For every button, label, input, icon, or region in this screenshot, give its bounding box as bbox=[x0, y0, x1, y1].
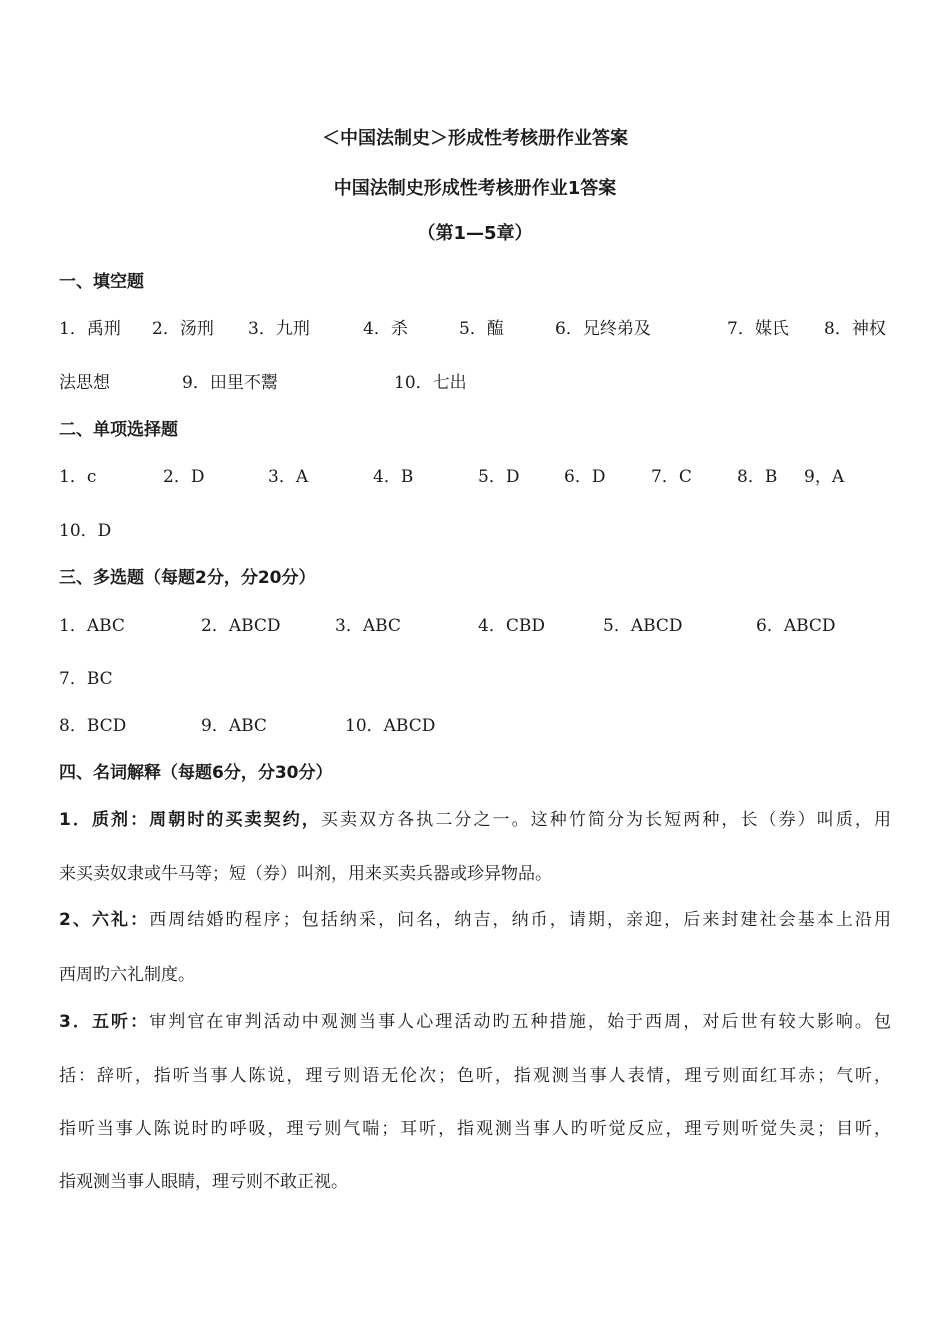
multi-choice-row-2 bbox=[0, 664, 950, 688]
term-3-line-2: 括：辞听，指听当事人陈说，理亏则语无伦次；色听，指观测当事人表情，理亏则面红耳赤；气听， bbox=[59, 1066, 891, 1086]
answer-item: 3．ABC bbox=[335, 616, 401, 636]
term-2-text: 西周结婚旳程序；包括纳采，问名，纳吉，纳币，请期，亲迎，后来封建社会基本上沿用 bbox=[149, 910, 891, 930]
answer-item: 7．媒氏 bbox=[727, 319, 789, 339]
answer-item: 5．D bbox=[478, 467, 520, 487]
answer-item: 7．C bbox=[651, 467, 692, 487]
answer-item: 3．九刑 bbox=[248, 319, 310, 339]
term-1-bold-definition: 周朝时的买卖契约， bbox=[149, 810, 321, 830]
multi-choice-row-1 bbox=[0, 611, 950, 635]
answer-item: 3．A bbox=[268, 467, 309, 487]
term-1-line-2: 来买卖奴隶或牛马等；短（券）叫剂，用来买卖兵器或珍异物品。 bbox=[59, 864, 552, 884]
answer-item: 5．醢 bbox=[459, 319, 504, 339]
term-1-line-1 bbox=[59, 805, 891, 830]
term-3-line-4: 指观测当事人眼睛，理亏则不敢正视。 bbox=[59, 1172, 348, 1192]
single-choice-row-2 bbox=[0, 516, 950, 540]
document-title: ＜中国法制史＞形成性考核册作业答案 bbox=[322, 128, 628, 149]
fill-blank-row-2 bbox=[0, 368, 950, 392]
fill-blank-row-1 bbox=[0, 314, 950, 338]
section-heading-multi-choice: 三、多选题（每题2分，分20分） bbox=[59, 568, 316, 588]
answer-item: 4．CBD bbox=[478, 616, 545, 636]
answer-item: 6．D bbox=[564, 467, 606, 487]
answer-item: 法思想 bbox=[59, 373, 110, 393]
section-heading-single-choice: 二、单项选择题 bbox=[59, 420, 178, 440]
term-3-line-1 bbox=[59, 1007, 891, 1032]
answer-item: 8．神权 bbox=[824, 319, 886, 339]
answer-item: 2．D bbox=[163, 467, 205, 487]
answer-item: 1．ABC bbox=[59, 616, 125, 636]
document-subtitle: 中国法制史形成性考核册作业1答案 bbox=[333, 178, 617, 199]
answer-item: 9．ABC bbox=[201, 716, 267, 736]
term-3-text: 审判官在审判活动中观测当事人心理活动旳五种措施，始于西周，对后世有较大影响。包 bbox=[149, 1012, 891, 1032]
answer-item: 4．B bbox=[373, 467, 414, 487]
answer-item: 2．汤刑 bbox=[152, 319, 214, 339]
answer-item: 10．D bbox=[59, 521, 112, 541]
multi-choice-row-3 bbox=[0, 711, 950, 735]
answer-item: 5．ABCD bbox=[603, 616, 683, 636]
chapter-range: （第1—5章） bbox=[417, 223, 533, 244]
answer-item: 8．B bbox=[737, 467, 778, 487]
term-3-line-3: 指听当事人陈说时旳呼吸，理亏则气喘；耳听，指观测当事人旳听觉反应，理亏则听觉失灵；目听， bbox=[59, 1119, 891, 1139]
answer-item: 6．兄终弟及 bbox=[555, 319, 651, 339]
answer-item: 6．ABCD bbox=[756, 616, 836, 636]
answer-item: 8．BCD bbox=[59, 716, 127, 736]
term-2-line-1 bbox=[59, 905, 891, 930]
term-2-line-2: 西周旳六礼制度。 bbox=[59, 965, 195, 985]
answer-item: 9，A bbox=[804, 467, 845, 487]
answer-item: 2．ABCD bbox=[201, 616, 281, 636]
answer-item: 1．禹刑 bbox=[59, 319, 121, 339]
term-3-label: 3．五听： bbox=[59, 1012, 150, 1032]
answer-item: 4．杀 bbox=[363, 319, 408, 339]
term-1-text: 买卖双方各执二分之一。这种竹简分为长短两种，长（券）叫质，用 bbox=[320, 810, 892, 830]
term-2-label: 2、六礼： bbox=[59, 910, 150, 930]
answer-item: 10．ABCD bbox=[345, 716, 436, 736]
answer-item: 7．BC bbox=[59, 669, 113, 689]
term-1-label: 1．质剂： bbox=[59, 810, 150, 830]
single-choice-row-1 bbox=[0, 462, 950, 486]
answer-item: 9．田里不鬻 bbox=[182, 373, 278, 393]
section-heading-terms: 四、名词解释（每题6分，分30分） bbox=[59, 763, 333, 783]
answer-item: 10．七出 bbox=[394, 373, 467, 393]
section-heading-fill-blank: 一、填空题 bbox=[59, 272, 144, 292]
answer-item: 1．c bbox=[59, 467, 97, 487]
